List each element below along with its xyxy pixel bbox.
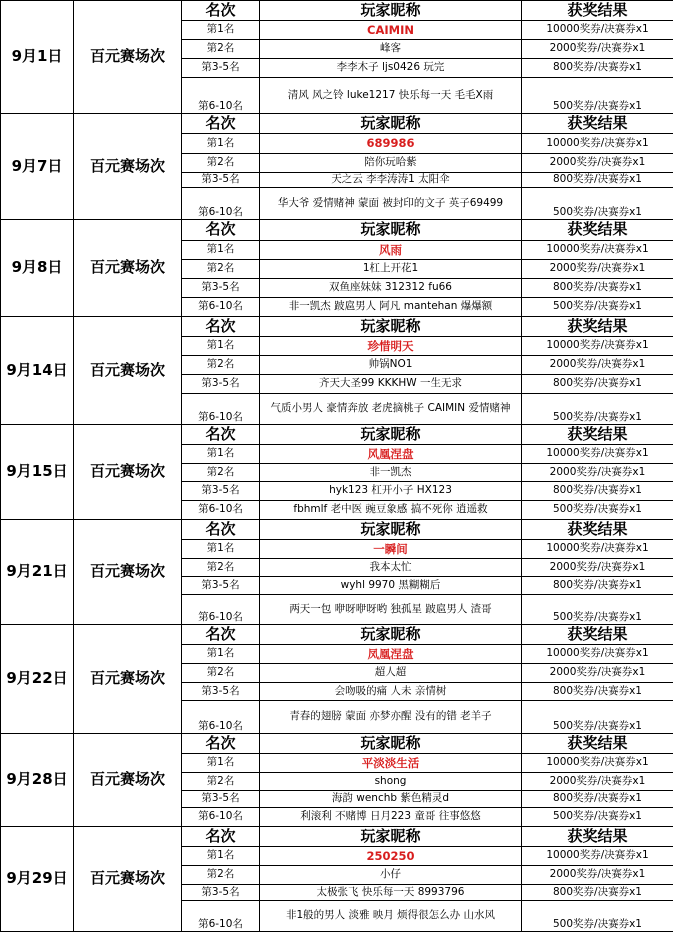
rank-cell: 第6-10名 bbox=[182, 501, 260, 520]
session-type: 百元赛场次 bbox=[74, 1, 182, 114]
player-names: 海韵 wenchb 紫色精灵d bbox=[260, 791, 522, 808]
session-type: 百元赛场次 bbox=[74, 114, 182, 220]
prize-cell: 2000奖券/决赛券x1 bbox=[522, 464, 673, 482]
player-name-header: 玩家昵称 bbox=[260, 827, 522, 847]
rank-cell: 第6-10名 bbox=[182, 808, 260, 827]
rank-cell: 第3-5名 bbox=[182, 683, 260, 701]
results-table-body bbox=[1, 1, 673, 932]
session-date: 9月21日 bbox=[1, 520, 74, 625]
prize-cell: 2000奖券/决赛券x1 bbox=[522, 559, 673, 577]
rank-cell: 第6-10名 bbox=[182, 901, 260, 932]
rank-header: 名次 bbox=[182, 425, 260, 445]
prize-cell: 2000奖券/决赛券x1 bbox=[522, 773, 673, 791]
player-names: 峰客 bbox=[260, 40, 522, 59]
prize-cell: 10000奖券/决赛券x1 bbox=[522, 134, 673, 154]
prize-cell: 500奖券/决赛券x1 bbox=[522, 298, 673, 317]
session-date: 9月29日 bbox=[1, 827, 74, 932]
winner-name: CAIMIN bbox=[260, 21, 522, 40]
rank-cell: 第3-5名 bbox=[182, 173, 260, 188]
player-name-header: 玩家昵称 bbox=[260, 425, 522, 445]
prize-cell: 2000奖券/决赛券x1 bbox=[522, 154, 673, 173]
rank-cell: 第3-5名 bbox=[182, 577, 260, 595]
result-header: 获奖结果 bbox=[522, 827, 673, 847]
prize-cell: 500奖券/决赛券x1 bbox=[522, 901, 673, 932]
rank-cell: 第1名 bbox=[182, 337, 260, 356]
prize-cell: 800奖券/决赛券x1 bbox=[522, 279, 673, 298]
rank-cell: 第6-10名 bbox=[182, 298, 260, 317]
rank-header: 名次 bbox=[182, 734, 260, 754]
session-type: 百元赛场次 bbox=[74, 520, 182, 625]
session-header-row bbox=[1, 734, 673, 754]
prize-cell: 10000奖券/决赛券x1 bbox=[522, 337, 673, 356]
player-names: 非一凯杰 跛扈男人 阿凡 mantehan 爆爆额 bbox=[260, 298, 522, 317]
rank-cell: 第3-5名 bbox=[182, 885, 260, 901]
player-names: 我本太忙 bbox=[260, 559, 522, 577]
prize-cell: 500奖券/决赛券x1 bbox=[522, 808, 673, 827]
winner-name: 一瞬间 bbox=[260, 540, 522, 559]
session-date: 9月7日 bbox=[1, 114, 74, 220]
result-header: 获奖结果 bbox=[522, 734, 673, 754]
rank-header: 名次 bbox=[182, 1, 260, 21]
player-names: 青春的翅膀 蒙面 亦梦亦醒 没有的错 老羊子 bbox=[260, 701, 522, 734]
result-header: 获奖结果 bbox=[522, 520, 673, 540]
player-names: 1杠上开花1 bbox=[260, 260, 522, 279]
session-date: 9月15日 bbox=[1, 425, 74, 520]
session-type: 百元赛场次 bbox=[74, 220, 182, 317]
rank-cell: 第1名 bbox=[182, 754, 260, 773]
rank-cell: 第1名 bbox=[182, 445, 260, 464]
rank-cell: 第1名 bbox=[182, 21, 260, 40]
rank-header: 名次 bbox=[182, 625, 260, 645]
player-names: 太极张飞 快乐每一天 8993796 bbox=[260, 885, 522, 901]
rank-cell: 第2名 bbox=[182, 664, 260, 683]
session-date: 9月14日 bbox=[1, 317, 74, 425]
rank-cell: 第3-5名 bbox=[182, 791, 260, 808]
prize-cell: 10000奖券/决赛券x1 bbox=[522, 540, 673, 559]
rank-cell: 第1名 bbox=[182, 847, 260, 866]
prize-cell: 2000奖券/决赛券x1 bbox=[522, 260, 673, 279]
rank-cell: 第3-5名 bbox=[182, 59, 260, 78]
player-names: 气质小男人 豪情奔放 老虎摘桃子 CAIMIN 爱情赌神 bbox=[260, 394, 522, 425]
prize-cell: 500奖券/决赛券x1 bbox=[522, 188, 673, 220]
rank-cell: 第2名 bbox=[182, 356, 260, 375]
winner-name: 凤凰涅盘 bbox=[260, 645, 522, 664]
session-date: 9月22日 bbox=[1, 625, 74, 734]
session-date: 9月8日 bbox=[1, 220, 74, 317]
prize-cell: 2000奖券/决赛券x1 bbox=[522, 356, 673, 375]
session-header-row bbox=[1, 1, 673, 21]
player-names: 陪你玩哈紫 bbox=[260, 154, 522, 173]
player-names: 天之云 李李涛涛1 太阳伞 bbox=[260, 173, 522, 188]
rank-cell: 第1名 bbox=[182, 540, 260, 559]
rank-cell: 第6-10名 bbox=[182, 595, 260, 625]
prize-cell: 2000奖券/决赛券x1 bbox=[522, 866, 673, 885]
result-header: 获奖结果 bbox=[522, 220, 673, 241]
prize-cell: 800奖券/决赛券x1 bbox=[522, 577, 673, 595]
session-header-row bbox=[1, 220, 673, 241]
rank-cell: 第3-5名 bbox=[182, 482, 260, 501]
session-header-row bbox=[1, 520, 673, 540]
prize-cell: 10000奖券/决赛券x1 bbox=[522, 21, 673, 40]
player-name-header: 玩家昵称 bbox=[260, 734, 522, 754]
winner-name: 平淡淡生活 bbox=[260, 754, 522, 773]
prize-cell: 2000奖券/决赛券x1 bbox=[522, 40, 673, 59]
player-names: 非一凯杰 bbox=[260, 464, 522, 482]
rank-cell: 第2名 bbox=[182, 40, 260, 59]
rank-cell: 第3-5名 bbox=[182, 279, 260, 298]
rank-cell: 第1名 bbox=[182, 645, 260, 664]
player-names: 小仔 bbox=[260, 866, 522, 885]
prize-cell: 10000奖券/决赛券x1 bbox=[522, 645, 673, 664]
rank-cell: 第2名 bbox=[182, 154, 260, 173]
rank-cell: 第1名 bbox=[182, 134, 260, 154]
player-names: 清风 风之铃 luke1217 快乐每一天 毛毛X雨 bbox=[260, 78, 522, 114]
prize-cell: 800奖券/决赛券x1 bbox=[522, 173, 673, 188]
player-names: shong bbox=[260, 773, 522, 791]
prize-cell: 800奖券/决赛券x1 bbox=[522, 791, 673, 808]
prize-cell: 500奖券/决赛券x1 bbox=[522, 701, 673, 734]
rank-header: 名次 bbox=[182, 317, 260, 337]
result-header: 获奖结果 bbox=[522, 114, 673, 134]
player-names: 双鱼座妹妹 312312 fu66 bbox=[260, 279, 522, 298]
session-type: 百元赛场次 bbox=[74, 734, 182, 827]
prize-cell: 10000奖券/决赛券x1 bbox=[522, 241, 673, 260]
prize-cell: 2000奖券/决赛券x1 bbox=[522, 664, 673, 683]
player-name-header: 玩家昵称 bbox=[260, 220, 522, 241]
rank-header: 名次 bbox=[182, 827, 260, 847]
session-date: 9月1日 bbox=[1, 1, 74, 114]
rank-cell: 第3-5名 bbox=[182, 375, 260, 394]
winner-name: 风雨 bbox=[260, 241, 522, 260]
session-type: 百元赛场次 bbox=[74, 317, 182, 425]
session-type: 百元赛场次 bbox=[74, 625, 182, 734]
player-names: 齐天大圣99 KKKHW 一生无求 bbox=[260, 375, 522, 394]
player-name-header: 玩家昵称 bbox=[260, 114, 522, 134]
winner-name: 250250 bbox=[260, 847, 522, 866]
session-header-row bbox=[1, 827, 673, 847]
prize-cell: 10000奖券/决赛券x1 bbox=[522, 847, 673, 866]
session-type: 百元赛场次 bbox=[74, 827, 182, 932]
session-header-row bbox=[1, 425, 673, 445]
rank-cell: 第6-10名 bbox=[182, 78, 260, 114]
prize-cell: 10000奖券/决赛券x1 bbox=[522, 754, 673, 773]
player-names: 利滚利 不赌博 日月223 童哥 往事悠悠 bbox=[260, 808, 522, 827]
prize-cell: 500奖券/决赛券x1 bbox=[522, 501, 673, 520]
result-header: 获奖结果 bbox=[522, 1, 673, 21]
session-header-row bbox=[1, 317, 673, 337]
result-header: 获奖结果 bbox=[522, 625, 673, 645]
rank-cell: 第2名 bbox=[182, 773, 260, 791]
player-names: 两天一包 咿呀咿呀哟 独孤星 跛扈男人 渣哥 bbox=[260, 595, 522, 625]
winner-name: 689986 bbox=[260, 134, 522, 154]
prize-cell: 800奖券/决赛券x1 bbox=[522, 482, 673, 501]
player-names: 非1般的男人 淡雅 映月 烦得很怎么办 山水风 bbox=[260, 901, 522, 932]
player-name-header: 玩家昵称 bbox=[260, 1, 522, 21]
session-date: 9月28日 bbox=[1, 734, 74, 827]
rank-header: 名次 bbox=[182, 220, 260, 241]
player-names: fbhmlf 老中医 豌豆象感 搞不死你 逍遥救 bbox=[260, 501, 522, 520]
winner-name: 风凰涅盘 bbox=[260, 445, 522, 464]
session-header-row bbox=[1, 625, 673, 645]
player-names: 帅锅NO1 bbox=[260, 356, 522, 375]
session-type: 百元赛场次 bbox=[74, 425, 182, 520]
prize-cell: 800奖券/决赛券x1 bbox=[522, 885, 673, 901]
result-header: 获奖结果 bbox=[522, 317, 673, 337]
prize-cell: 500奖券/决赛券x1 bbox=[522, 78, 673, 114]
session-header-row bbox=[1, 114, 673, 134]
prize-cell: 10000奖券/决赛券x1 bbox=[522, 445, 673, 464]
player-names: 会吻吸的痛 人未 亲情树 bbox=[260, 683, 522, 701]
rank-cell: 第2名 bbox=[182, 866, 260, 885]
rank-cell: 第2名 bbox=[182, 464, 260, 482]
rank-cell: 第2名 bbox=[182, 260, 260, 279]
rank-cell: 第2名 bbox=[182, 559, 260, 577]
rank-cell: 第6-10名 bbox=[182, 188, 260, 220]
rank-cell: 第1名 bbox=[182, 241, 260, 260]
player-names: wyhl 9970 黑糊糊后 bbox=[260, 577, 522, 595]
player-names: 华大爷 爱情赌神 蒙面 被封印的文子 英子69499 bbox=[260, 188, 522, 220]
prize-cell: 500奖券/决赛券x1 bbox=[522, 595, 673, 625]
player-name-header: 玩家昵称 bbox=[260, 317, 522, 337]
prize-cell: 500奖券/决赛券x1 bbox=[522, 394, 673, 425]
rank-header: 名次 bbox=[182, 114, 260, 134]
winner-name: 珍惜明天 bbox=[260, 337, 522, 356]
rank-cell: 第6-10名 bbox=[182, 701, 260, 734]
player-name-header: 玩家昵称 bbox=[260, 520, 522, 540]
prize-cell: 800奖券/决赛券x1 bbox=[522, 375, 673, 394]
player-names: hyk123 杠开小子 HX123 bbox=[260, 482, 522, 501]
rank-cell: 第6-10名 bbox=[182, 394, 260, 425]
player-names: 超人超 bbox=[260, 664, 522, 683]
rank-header: 名次 bbox=[182, 520, 260, 540]
prize-cell: 800奖券/决赛券x1 bbox=[522, 59, 673, 78]
player-name-header: 玩家昵称 bbox=[260, 625, 522, 645]
prize-cell: 800奖券/决赛券x1 bbox=[522, 683, 673, 701]
player-names: 李李木子 ljs0426 玩完 bbox=[260, 59, 522, 78]
result-header: 获奖结果 bbox=[522, 425, 673, 445]
